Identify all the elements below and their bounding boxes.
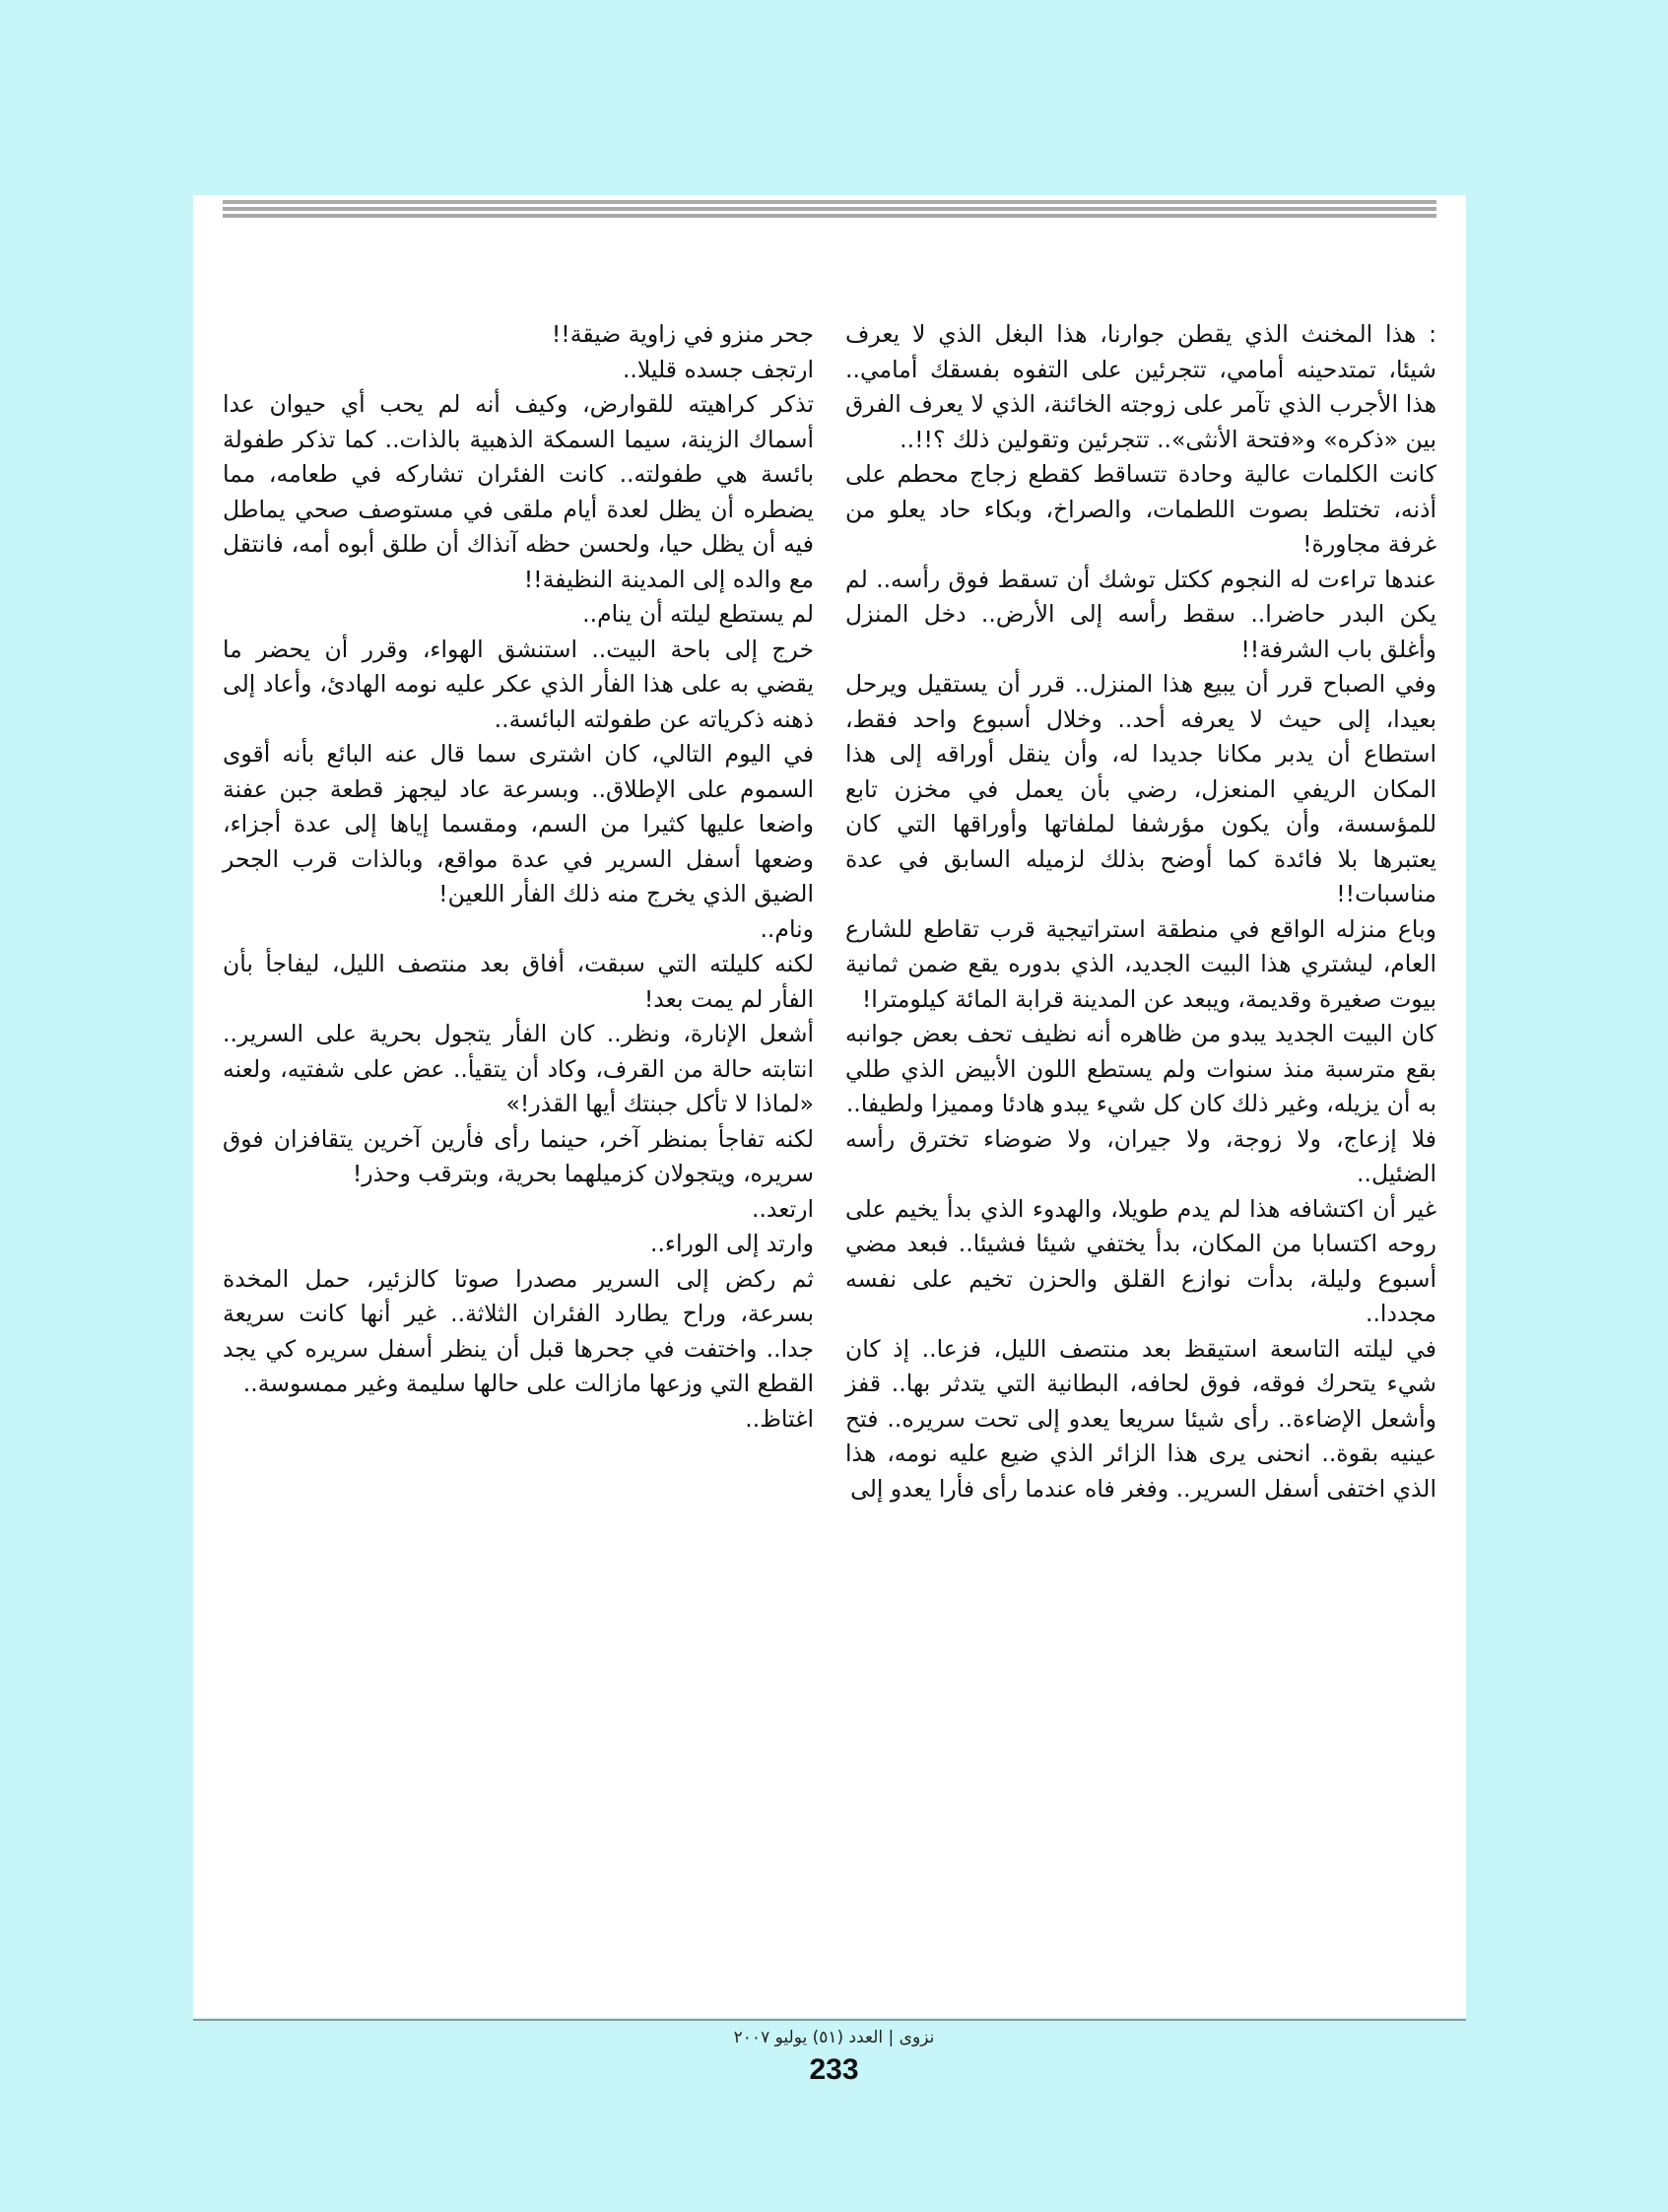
issue-line: نزوى | العدد (٥١) يوليو ٢٠٠٧	[733, 2028, 935, 2047]
paragraph: وارتد إلى الوراء..	[649, 1230, 814, 1257]
paragraph: كان البيت الجديد يبدو من ظاهره أنه نظيف تحف بعض جوانبه بقع مترسبة منذ سنوات ولم يستطع اللون الأبيض الذي طلي به أن يزيله، وغير ذلك كان كل شيء يبدو هادئا ومميزا ولطيفا..	[845, 1020, 1436, 1117]
paragraph: ارتجف جسده قليلا..	[622, 355, 814, 383]
paragraph: وباع منزله الواقع في منطقة استراتيجية قرب تقاطع للشارع العام، ليشتري هذا البيت الجديد، الذي بدوره يقع ضمن ثمانية بيوت صغيرة وقديمة، ويبعد عن المدينة قرابة المائة كيلومترا!	[845, 914, 1436, 1013]
paragraph: في ليلته التاسعة استيقظ بعد منتصف الليل، فزعا.. إذ كان شيء يتحرك فوقه، فوق لحافه، البطانية التي يتدثر بها.. قفز وأشعل الإضاءة.. رأى شيئا سريعا يعدو إلى تحت سريره.. فتح عينيه بقوة.. انحنى يرى هذا الزائر الذي ضيع عليه نومه، هذا الذي اختفى أسفل السرير.. وفغر فاه عندما رأى فأرا يعدو إلى	[845, 1334, 1436, 1503]
paragraph: وفي الصباح قرر أن يبيع هذا المنزل.. قرر أن يستقيل ويرحل بعيدا، إلى حيث لا يعرفه أحد.. وخلال أسبوع واحد فقط، استطاع أن يدبر مكانا جديدا له، وأن ينقل أوراقه إلى هذا المكان الريفي المنعزل، رضي بأن يعمل في مخزن تابع للمؤسسة، وأن يكون مؤرشفا لملفاتها وأوراقها التي كان يعتبرها بلا فائدة كما أوضح بذلك لزميله السابق في عدة مناسبات!!	[845, 670, 1436, 907]
paragraph: لكنه كليلته التي سبقت، أفاق بعد منتصف الليل، ليفاجأ بأن الفأر لم يمت بعد!	[223, 950, 814, 1013]
paragraph: أشعل الإنارة، ونظر.. كان الفأر يتجول بحرية على السرير.. انتابته حالة من القرف، وكاد أن يتقيأ.. عض على شفتيه، ولعنه «لماذا لا تأكل جبنتك أيها القذر!»	[223, 1020, 814, 1117]
paragraph: خرج إلى باحة البيت.. استنشق الهواء، وقرر أن يحضر ما يقضي به على هذا الفأر الذي عكر عليه نومه الهادئ، وأعاد إلى ذهنه ذكرياته عن طفولته البائسة..	[223, 635, 814, 733]
paragraph: ثم ركض إلى السرير مصدرا صوتا كالزئير، حمل المخدة بسرعة، وراح يطارد الفئران الثلاثة.. غير أنها كانت سريعة جدا.. واختفت في جحرها قبل أن ينظر أسفل سريره كي يجد القطع التي وزعها مازالت على حالها سليمة وغير ممسوسة..	[223, 1264, 814, 1397]
paragraph: تذكر كراهيته للقوارض، وكيف أنه لم يحب أي حيوان عدا أسماك الزينة، سيما السمكة الذهبية بالذات.. كما تذكر طفولة بائسة هي طفولته.. كانت الفئران تشاركه في طعامه، مما يضطره أن يظل لعدة أيام ملقى في مستوصف صحي يماطل فيه أن يظل حيا، ولحسن حظه آنذاك أن طلق أبوه أمه، فانتقل مع والده إلى المدينة النظيفة!!	[223, 390, 814, 593]
text-column-left	[223, 317, 814, 1437]
paragraph: ارتعد..	[751, 1194, 814, 1223]
header-rule	[223, 200, 1436, 221]
footer-rule	[193, 2019, 1466, 2021]
paragraph: كانت الكلمات عالية وحادة تتساقط كقطع زجاج محطم على أذنه، تختلط بصوت اللطمات، والصراخ، وبكاء حاد يعلو من غرفة مجاورة!	[845, 460, 1436, 558]
paragraph: عندها تراءت له النجوم ككتل توشك أن تسقط فوق رأسه.. لم يكن البدر حاضرا.. سقط رأسه إلى الأرض.. دخل المنزل وأغلق باب الشرفة!!	[845, 565, 1436, 663]
paragraph: في اليوم التالي، كان اشترى سما قال عنه البائع بأنه أقوى السموم على الإطلاق.. وبسرعة عاد ليجهز قطعة جبن عفنة واضعا عليها كثيرا من السم، ومقسما إياها إلى عدة أجزاء، وضعها أسفل السرير في عدة مواقع، وبالذات قرب الجحر الضيق الذي يخرج منه ذلك الفأر اللعين!	[223, 740, 814, 907]
paragraph: لكنه تفاجأ بمنظر آخر، حينما رأى فأرين آخرين يتقافزان فوق سريره، ويتجولان كزميلهما بحرية، وبترقب وحذر!	[223, 1124, 814, 1187]
page-number: 233	[809, 2053, 859, 2086]
paragraph: ونام..	[760, 914, 814, 943]
paragraph: اغتاظ..	[745, 1404, 814, 1433]
paragraph: فلا إزعاج، ولا زوجة، ولا جيران، ولا ضوضاء تخترق رأسه الضئيل..	[845, 1124, 1436, 1187]
paragraph: : هذا المخنث الذي يقطن جوارنا، هذا البغل الذي لا يعرف شيئا، تمتدحينه أمامي، تتجرئين على التفوه بفسقك أمامي.. هذا الأجرب الذي تآمر على زوجته الخائنة، الذي لا يعرف الفرق بين «ذكره» و«فتحة الأنثى».. تتجرئين وتقولين ذلك ؟!!..	[845, 320, 1436, 453]
page-sheet	[193, 195, 1466, 2018]
paragraph: غير أن اكتشافه هذا لم يدم طويلا، والهدوء الذي بدأ يخيم على روحه اكتسابا من المكان، بدأ يختفي شيئا فشيئا.. فبعد مضي أسبوع وليلة، بدأت نوازع القلق والحزن تخيم على نفسه مجددا..	[845, 1194, 1436, 1327]
paragraph: لم يستطع ليلته أن ينام..	[582, 600, 814, 628]
paragraph: جحر منزو في زاوية ضيقة!!	[551, 320, 814, 348]
text-column-right	[845, 317, 1436, 1507]
